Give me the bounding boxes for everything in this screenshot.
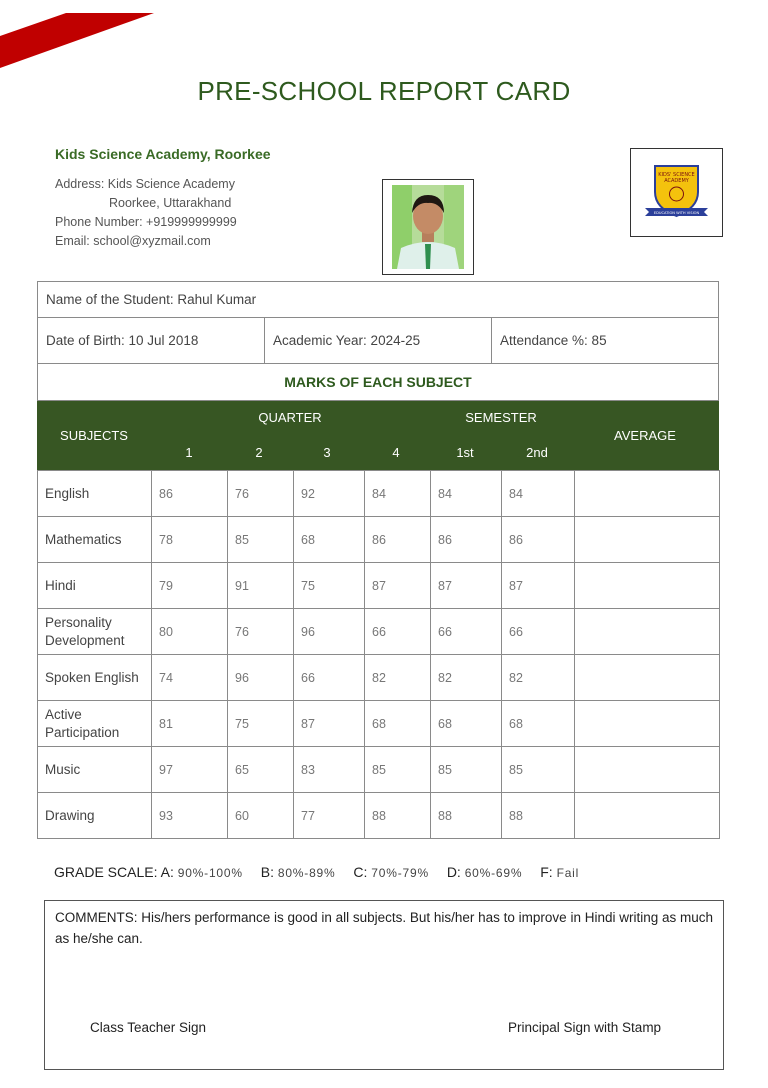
grade-scale xyxy=(54,864,593,880)
header-quarter-1: 1 xyxy=(185,445,193,460)
grade-letter: D: xyxy=(446,864,461,880)
subject-name: Active Participation xyxy=(38,701,152,747)
subject-name: Mathematics xyxy=(38,517,152,563)
attendance: Attendance %: 85 xyxy=(500,333,607,348)
svg-text:KIDS' SCIENCE: KIDS' SCIENCE xyxy=(658,172,695,178)
comments-text: COMMENTS: His/hers performance is good in all subjects. But his/her has to improve in Hindi writing as much as he/she can. xyxy=(55,910,713,946)
average-mark xyxy=(575,793,720,839)
quarter-1-mark: 74 xyxy=(152,655,228,701)
principal-sign: Principal Sign with Stamp xyxy=(508,1020,662,1035)
header-quarter: QUARTER xyxy=(258,410,322,425)
semester-2-mark: 82 xyxy=(502,655,575,701)
quarter-2-mark: 65 xyxy=(228,747,294,793)
table-row xyxy=(38,701,720,747)
quarter-2-mark: 76 xyxy=(228,609,294,655)
student-name: Name of the Student: Rahul Kumar xyxy=(46,292,257,307)
school-address-line2: Roorkee, Uttarakhand xyxy=(109,196,232,210)
header-semester: SEMESTER xyxy=(465,410,537,425)
quarter-4-mark: 84 xyxy=(365,471,431,517)
quarter-3-mark: 87 xyxy=(294,701,365,747)
quarter-1-mark: 86 xyxy=(152,471,228,517)
quarter-2-mark: 60 xyxy=(228,793,294,839)
quarter-3-mark: 77 xyxy=(294,793,365,839)
average-mark xyxy=(575,747,720,793)
semester-1-mark: 68 xyxy=(431,701,502,747)
semester-2-mark: 86 xyxy=(502,517,575,563)
quarter-4-mark: 87 xyxy=(365,563,431,609)
table-row xyxy=(38,517,720,563)
date-of-birth: Date of Birth: 10 Jul 2018 xyxy=(38,318,265,363)
semester-1-mark: 84 xyxy=(431,471,502,517)
student-details-row xyxy=(37,317,719,364)
semester-2-mark: 87 xyxy=(502,563,575,609)
grade-letter: C: xyxy=(353,864,368,880)
semester-1-mark: 86 xyxy=(431,517,502,563)
average-mark xyxy=(575,517,720,563)
quarter-4-mark: 66 xyxy=(365,609,431,655)
grade-letter: F: xyxy=(540,864,553,880)
quarter-3-mark: 96 xyxy=(294,609,365,655)
quarter-3-mark: 83 xyxy=(294,747,365,793)
semester-2-mark: 68 xyxy=(502,701,575,747)
school-name: Kids Science Academy, Roorkee xyxy=(55,146,271,162)
average-mark xyxy=(575,655,720,701)
school-email: Email: school@xyzmail.com xyxy=(55,234,211,248)
quarter-3-mark: 66 xyxy=(294,655,365,701)
quarter-2-mark: 96 xyxy=(228,655,294,701)
semester-1-mark: 85 xyxy=(431,747,502,793)
svg-text:ACADEMY: ACADEMY xyxy=(664,178,689,184)
semester-2-mark: 84 xyxy=(502,471,575,517)
school-address-line1: Address: Kids Science Academy xyxy=(55,177,235,191)
quarter-4-mark: 82 xyxy=(365,655,431,701)
class-teacher-sign: Class Teacher Sign xyxy=(90,1020,207,1035)
quarter-3-mark: 92 xyxy=(294,471,365,517)
grade-letter: B: xyxy=(260,864,274,880)
header-semester-1st: 1st xyxy=(456,445,474,460)
academic-year: Academic Year: 2024-25 xyxy=(265,318,492,363)
comments-box xyxy=(44,900,724,1070)
average-mark xyxy=(575,471,720,517)
semester-2-mark: 88 xyxy=(502,793,575,839)
marks-table xyxy=(37,470,720,839)
quarter-1-mark: 79 xyxy=(152,563,228,609)
table-row xyxy=(38,655,720,701)
school-phone: Phone Number: +919999999999 xyxy=(55,215,237,229)
quarter-3-mark: 75 xyxy=(294,563,365,609)
subject-name: Music xyxy=(38,747,152,793)
subject-name: English xyxy=(38,471,152,517)
student-photo xyxy=(382,179,474,275)
semester-2-mark: 85 xyxy=(502,747,575,793)
table-row xyxy=(38,747,720,793)
quarter-4-mark: 86 xyxy=(365,517,431,563)
quarter-2-mark: 91 xyxy=(228,563,294,609)
marks-section-title: MARKS OF EACH SUBJECT xyxy=(37,363,719,401)
header-quarter-2: 2 xyxy=(255,445,263,460)
average-mark xyxy=(575,701,720,747)
table-row xyxy=(38,793,720,839)
table-row xyxy=(38,471,720,517)
page-title: PRE-SCHOOL REPORT CARD xyxy=(197,76,571,106)
subject-name: Spoken English xyxy=(38,655,152,701)
grade-range: 80%-89% xyxy=(277,866,336,880)
quarter-2-mark: 76 xyxy=(228,471,294,517)
header-semester-2nd: 2nd xyxy=(526,445,548,460)
semester-1-mark: 82 xyxy=(431,655,502,701)
semester-1-mark: 88 xyxy=(431,793,502,839)
grade-range: 70%-79% xyxy=(371,866,429,880)
svg-text:EDUCATION WITH VISION: EDUCATION WITH VISION xyxy=(653,211,700,215)
subject-name: Personality Development xyxy=(38,609,152,655)
table-row xyxy=(38,609,720,655)
grade-range: 90%-100% xyxy=(177,866,243,880)
quarter-1-mark: 78 xyxy=(152,517,228,563)
marks-table-header xyxy=(37,401,719,470)
semester-1-mark: 87 xyxy=(431,563,502,609)
quarter-2-mark: 85 xyxy=(228,517,294,563)
quarter-2-mark: 75 xyxy=(228,701,294,747)
quarter-1-mark: 80 xyxy=(152,609,228,655)
quarter-3-mark: 68 xyxy=(294,517,365,563)
quarter-4-mark: 88 xyxy=(365,793,431,839)
table-row xyxy=(38,563,720,609)
average-mark xyxy=(575,609,720,655)
subject-name: Drawing xyxy=(38,793,152,839)
header-subjects: SUBJECTS xyxy=(60,428,128,443)
header-quarter-3: 3 xyxy=(323,445,331,460)
quarter-4-mark: 68 xyxy=(365,701,431,747)
header-average: AVERAGE xyxy=(614,428,676,443)
quarter-4-mark: 85 xyxy=(365,747,431,793)
semester-2-mark: 66 xyxy=(502,609,575,655)
grade-range: Fail xyxy=(556,866,580,880)
school-logo xyxy=(630,148,723,237)
quarter-1-mark: 93 xyxy=(152,793,228,839)
grade-letter: A: xyxy=(160,864,174,880)
grade-scale-label: GRADE SCALE: xyxy=(54,864,158,880)
grade-range: 60%-69% xyxy=(464,866,523,880)
quarter-1-mark: 97 xyxy=(152,747,228,793)
quarter-1-mark: 81 xyxy=(152,701,228,747)
corner-decoration xyxy=(0,0,160,70)
student-name-row xyxy=(37,281,719,318)
average-mark xyxy=(575,563,720,609)
header-quarter-4: 4 xyxy=(392,445,400,460)
subject-name: Hindi xyxy=(38,563,152,609)
semester-1-mark: 66 xyxy=(431,609,502,655)
